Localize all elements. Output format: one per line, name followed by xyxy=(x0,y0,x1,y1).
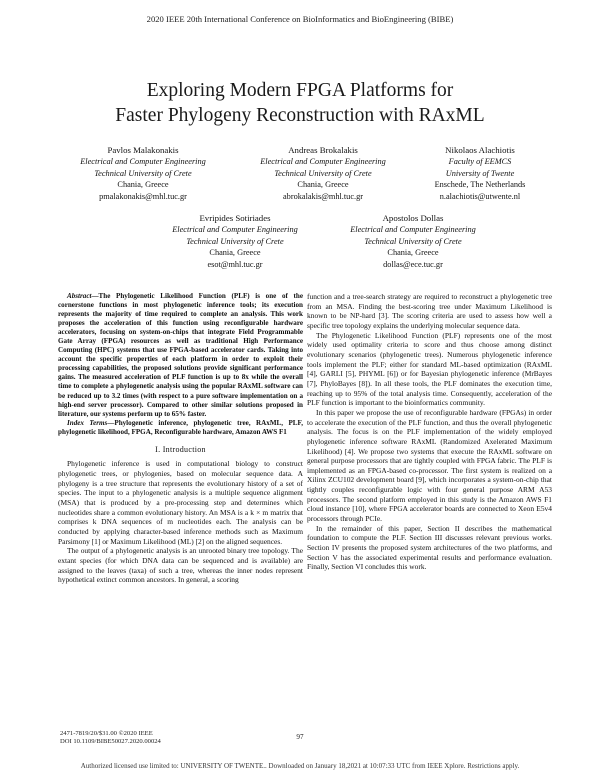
author-name: Andreas Brokalakis xyxy=(288,145,358,155)
index-terms-label: Index Terms xyxy=(67,418,108,427)
paragraph: In the remainder of this paper, Section II describes the mathematical foundation to compute the PLF. Section III discusses relevant previous works. Section IV presents the proposed system architectures of the two platforms, and Section V has the associated experimental results and performance evaluation. Finally, Section VI concludes this work. xyxy=(307,523,552,572)
author-name: Pavlos Malakonakis xyxy=(107,145,179,155)
license-notice: Authorized licensed use limited to: UNIVERSITY OF TWENTE.. Downloaded on January 18,2021 at 10:07:33 UTC from IEEE Xplore. Restrictions apply. xyxy=(80,762,520,770)
author-block xyxy=(150,213,320,270)
author-email: esot@mhl.tuc.gr xyxy=(207,259,263,269)
author-email: abrokalakis@mhl.tuc.gr xyxy=(283,191,363,201)
paragraph: In this paper we propose the use of reconfigurable hardware (FPGAs) in order to accelerate the execution of the PLF function, and thus the overall phylogenetic analysis. The focus is on the PLF implementation of the widely employed phylogenetic inference software RAxML (Randomized Axelerated Maximum Likelihood) [4]. We propose two systems that execute the RAxML software on general purpose processors that are tightly coupled with FPGA fabric. The PLF is implemented as an FPGA-based co-processor. The first system is realized on a Xilinx ZCU102 development board [9], which incorporates a system-on-chip that tightly couples reconfigurable logic with four general purpose ARM A53 processors. The second platform employed in this study is the Amazon AWS F1 cloud instance [10], where FPGA accelerator boards are connected to Xeon E5v4 processors through PCIe. xyxy=(307,407,552,524)
abstract-label: Abstract xyxy=(67,292,92,300)
author-location: Chania, Greece xyxy=(209,248,261,258)
page-number: 97 xyxy=(296,733,304,741)
abstract xyxy=(58,292,303,419)
author-block xyxy=(328,213,498,270)
paragraph: The output of a phylogenetic analysis is an unrooted binary tree topology. The extant species (for which DNA data can be sequenced and is available) are assigned to the leaves (taxa) of such a tree, whereas the inner nodes represent hypothetical extinct common ancestors. In general, a scoring xyxy=(58,546,303,585)
author-location: Chania, Greece xyxy=(117,180,169,190)
paragraph: function and a tree-search strategy are required to reconstruct a phylogenetic tree from an MSA. Finding the best-scoring tree under Maximum Likelihood is known to be NP-hard [3]. The scoring criteria are used to assess how well a specific tree topology explains the underlying molecular sequence data. xyxy=(307,292,552,330)
author-email: n.alachiotis@utwente.nl xyxy=(439,191,521,201)
author-department: Faculty of EEMCS xyxy=(448,157,512,167)
paragraph: The Phylogenetic Likelihood Function (PLF) represents one of the most widely used optimality criteria to score and thus choose among distinct evolutionary scenarios (phylogenetic trees). Numerous phylogenetic inference tools implement the PLF; either for standard ML-based optimization (RAxML [4], GARLI [5], PHYML [6]) or for Bayesian phylogenetic inference (MrBayes [7], PhyloBayes [8]). In all these tools, the PLF dominates the execution time, reaching up to 95% of the total analysis time. Consequently, acceleration of the PLF function is important to the bioinformatics community. xyxy=(307,330,552,408)
right-column xyxy=(307,292,552,572)
abstract-text: —The Phylogenetic Likelihood Function (PLF) is one of the cornerstone functions in most phylogenetic inference tools; its execution represents the majority of time required to complete an analysis. This work proposes the acceleration of this function using reconfigurable hardware accelerators, focusing on system-on-chips that integrate Field Programmable Gate Array (FPGA) resources as well as traditional High Performance Computing (HPC) systems that use FPGA-based accelerator cards. Taking into account the specific properties of each platform in order to exploit their processing capabilities, the proposed solutions provide significant performance gains. The measured acceleration of PLF function is up to 8x while the overall time to complete a phylogenetic analysis using the popular RAxML software can be reduced up to 3.2 times (with respect to a pure software implementation on a high-end server processor). Compared to other similar solutions proposed in literature, our systems perform up to 65% faster. xyxy=(58,292,303,418)
author-department: Electrical and Computer Engineering xyxy=(80,157,206,167)
author-affiliation: Technical University of Crete xyxy=(364,236,462,246)
author-name: Apostolos Dollas xyxy=(382,213,444,223)
title-line-2: Faster Phylogeny Reconstruction with RAxML xyxy=(115,105,485,126)
author-affiliation: Technical University of Crete xyxy=(94,168,192,178)
isbn-line: 2471-7819/20/$31.00 ©2020 IEEE xyxy=(60,730,153,737)
doi-line: DOI 10.1109/BIBE50027.2020.00024 xyxy=(60,738,161,745)
left-column xyxy=(58,292,303,585)
author-location: Enschede, The Netherlands xyxy=(434,180,526,190)
title-line-1: Exploring Modern FPGA Platforms for xyxy=(146,80,454,101)
author-block xyxy=(58,145,228,202)
paragraph: Phylogenetic inference is used in computational biology to construct phylogenetic trees, or phylogenies, based on molecular sequence data. A phylogeny is a tree structure that represents the evolutionary history of a set of species. The input to a phylogenetic analysis is a multiple sequence alignment (MSA) that is produced by a pre-processing step and determines which nucleotides share a common evolutionary history. An MSA is a k × m matrix that comprises k DNA sequences of m nucleotides each. The analysis can be conducted by applying character-based inference methods such as Maximum Parsimony [1] or Maximum Likelihood (ML) [2] on the aligned sequences. xyxy=(58,459,303,546)
author-block xyxy=(238,145,408,202)
author-department: Electrical and Computer Engineering xyxy=(350,225,476,235)
author-email: pmalakonakis@mhl.tuc.gr xyxy=(99,191,187,201)
conference-header: 2020 IEEE 20th International Conference on BioInformatics and BioEngineering (BIBE) xyxy=(146,14,454,24)
section-heading: I. Introduction xyxy=(155,444,206,454)
author-department: Electrical and Computer Engineering xyxy=(172,225,298,235)
index-terms-text: —Phylogenetic inference, phylogenetic tree, RAxML, PLF, phylogenetic likelihood, FPGA, Reconfigurable hardware, Amazon AWS F1 xyxy=(58,418,303,436)
author-block xyxy=(410,145,550,202)
index-terms xyxy=(58,419,303,437)
author-department: Electrical and Computer Engineering xyxy=(260,157,386,167)
author-location: Chania, Greece xyxy=(387,248,439,258)
author-affiliation: University of Twente xyxy=(445,168,515,178)
author-name: Nikolaos Alachiotis xyxy=(445,145,515,155)
author-affiliation: Technical University of Crete xyxy=(186,236,284,246)
author-email: dollas@ece.tuc.gr xyxy=(383,259,443,269)
author-location: Chania, Greece xyxy=(297,180,349,190)
author-affiliation: Technical University of Crete xyxy=(274,168,372,178)
paper-title xyxy=(60,78,540,128)
author-name: Evripides Sotiriades xyxy=(199,213,271,223)
